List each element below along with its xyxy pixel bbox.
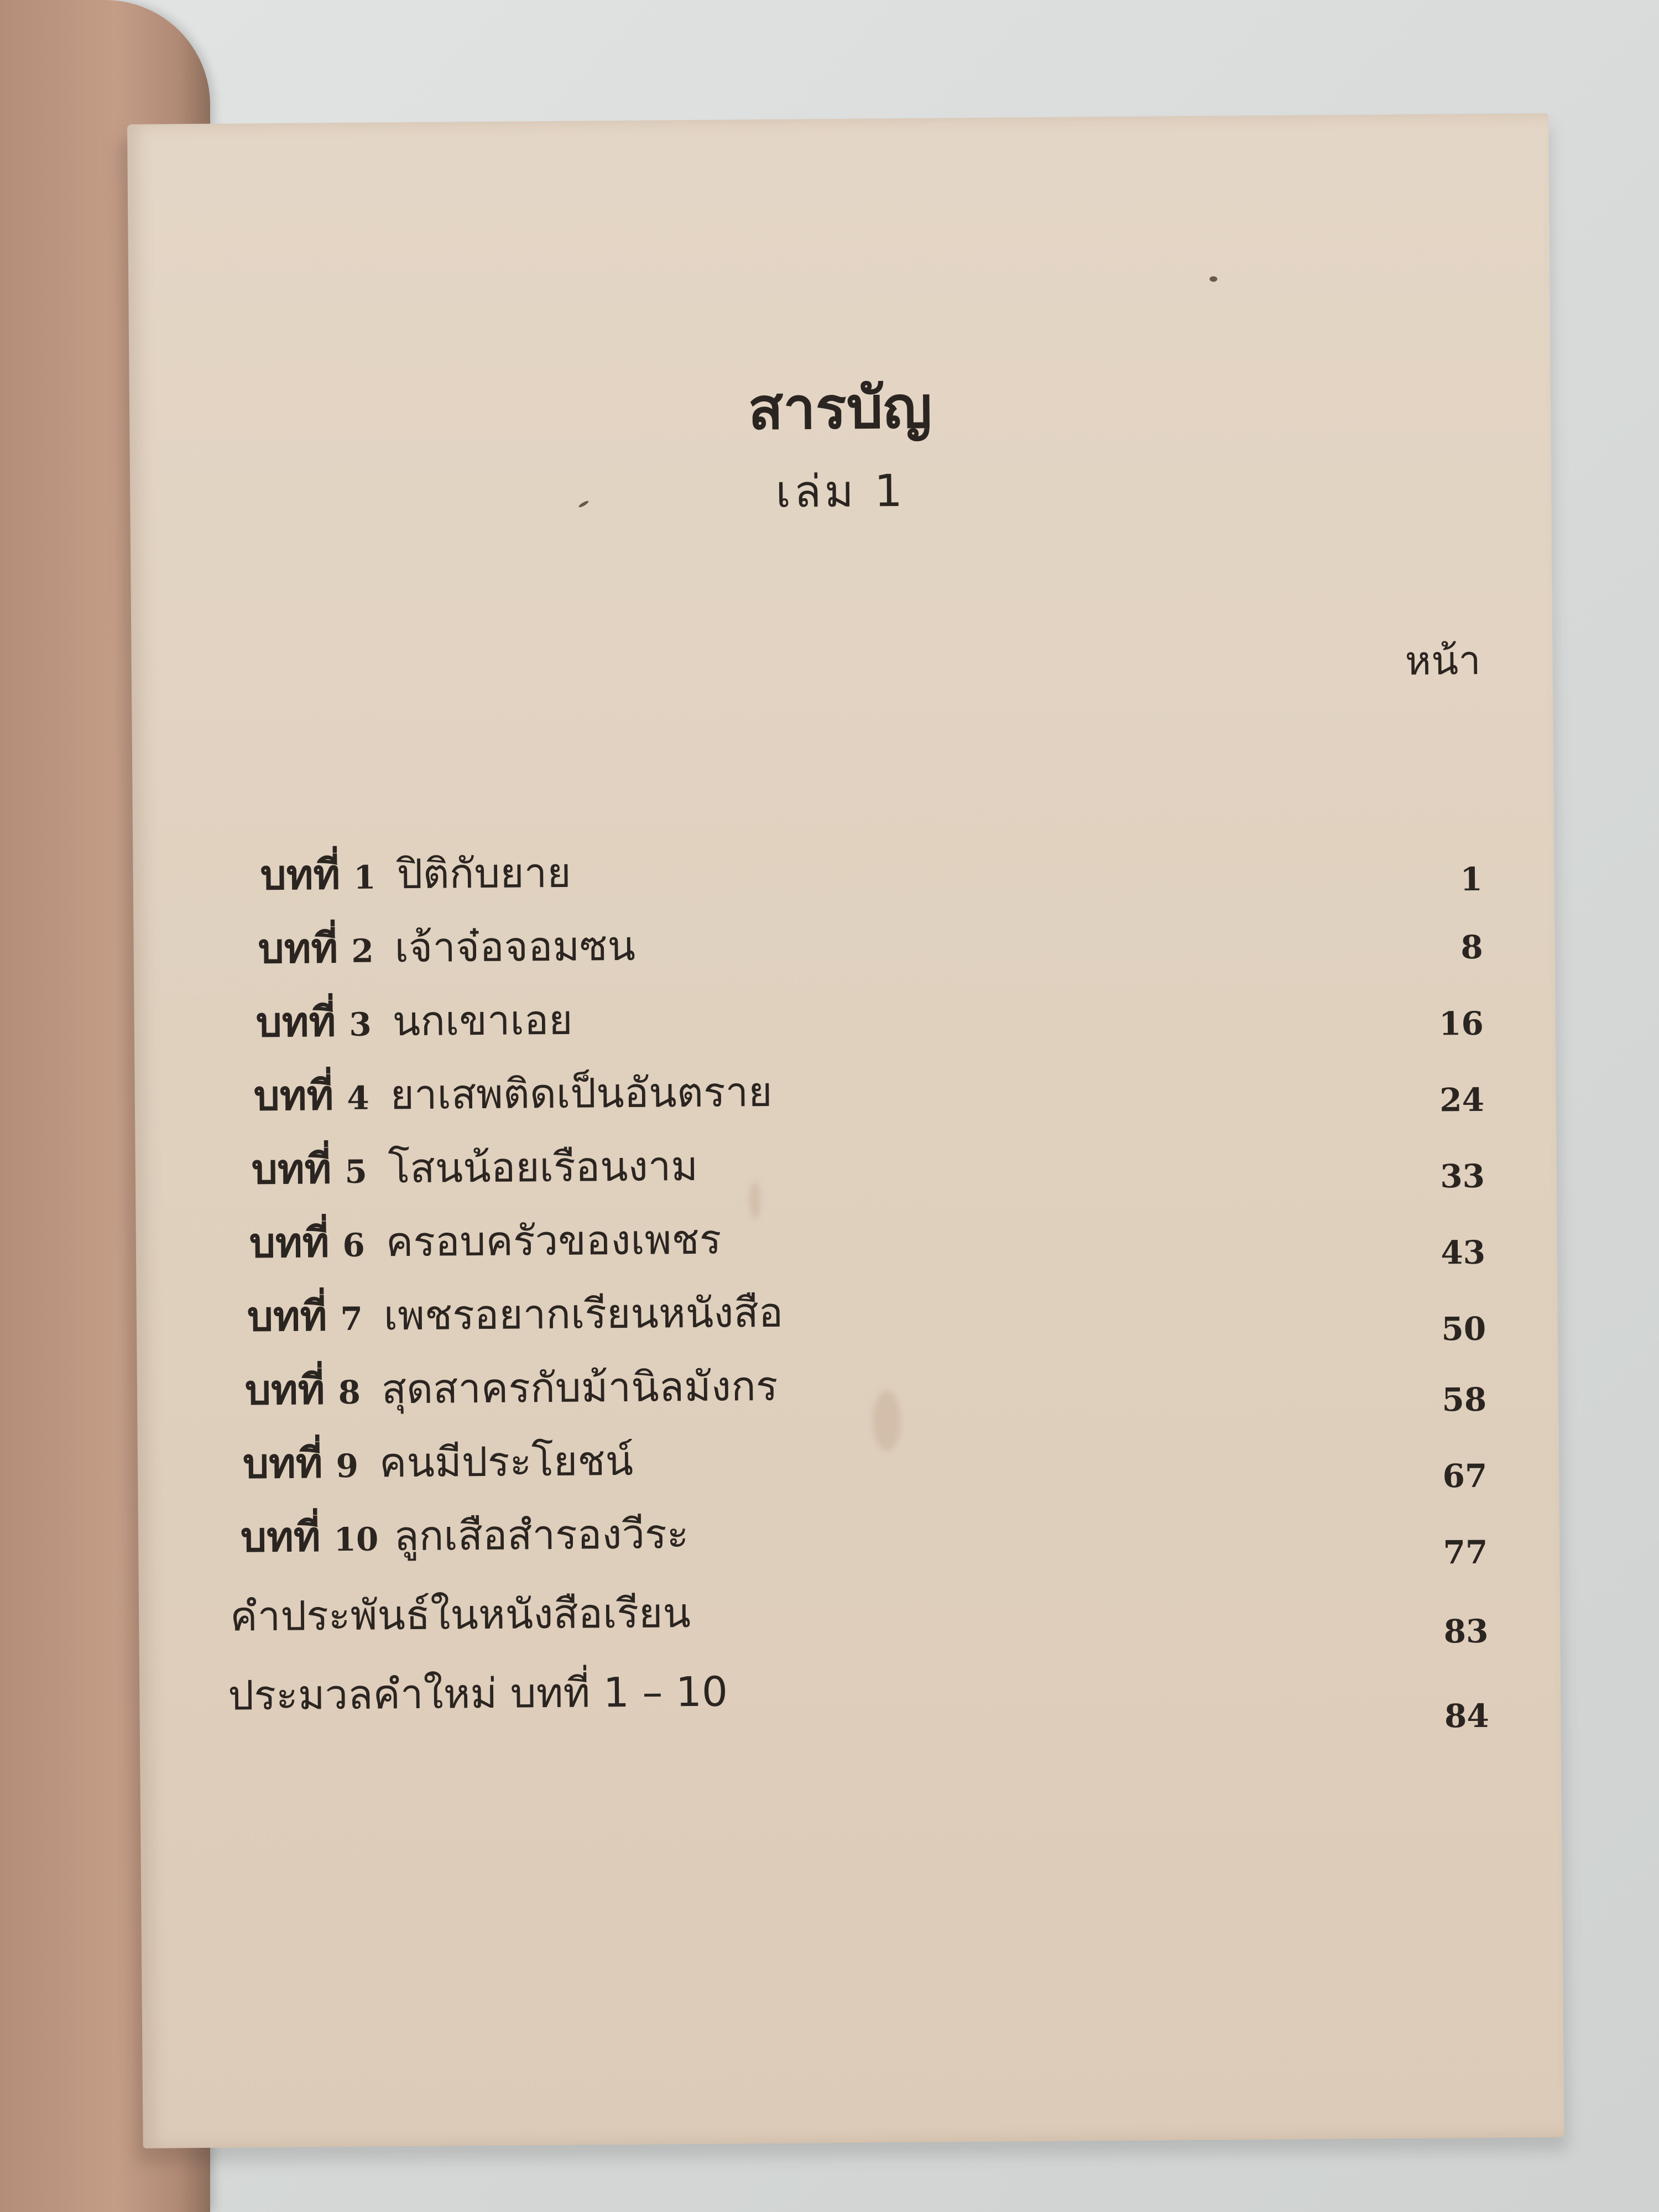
chapter-word: บทที่ bbox=[255, 998, 336, 1047]
chapter-number: 7 bbox=[340, 1300, 363, 1338]
chapter-title: ปิติกับยาย bbox=[397, 849, 571, 899]
toc-entry bbox=[135, 1200, 1557, 1283]
chapter-word: บทที่ bbox=[247, 1292, 327, 1341]
chapter-number: 1 bbox=[353, 858, 376, 896]
chapter-title: นกเขาเอย bbox=[392, 996, 573, 1046]
toc-entry bbox=[133, 832, 1554, 915]
entry-page-number: 33 bbox=[1440, 1157, 1485, 1196]
toc-title: สารบัญ bbox=[748, 373, 932, 443]
chapter-number: 9 bbox=[336, 1447, 359, 1485]
toc-entry bbox=[138, 1494, 1560, 1577]
chapter-word: บทที่ bbox=[242, 1439, 323, 1488]
chapter-word: บทที่ bbox=[253, 1072, 334, 1120]
toc-entry bbox=[138, 1421, 1559, 1504]
chapter-word: บทที่ bbox=[251, 1145, 332, 1194]
entry-page-number: 77 bbox=[1443, 1533, 1488, 1572]
paper-stain bbox=[749, 1181, 761, 1220]
chapter-word: บทที่ bbox=[258, 925, 338, 973]
chapter-title: ลูกเสือสำรองวีระ bbox=[393, 1510, 689, 1561]
entry-page-number: 50 bbox=[1441, 1310, 1486, 1348]
entry-page-number: 67 bbox=[1442, 1457, 1488, 1495]
chapter-word: บทที่ bbox=[240, 1513, 321, 1562]
toc-entry bbox=[135, 1126, 1557, 1209]
chapter-number: 10 bbox=[333, 1520, 379, 1559]
chapter-word: บทที่ bbox=[260, 851, 341, 900]
page-column-header: หน้า bbox=[1405, 637, 1481, 684]
chapter-number: 4 bbox=[347, 1079, 369, 1117]
chapter-title: เพชรอยากเรียนหนังสือ bbox=[383, 1288, 784, 1340]
toc-entry bbox=[136, 1274, 1558, 1357]
chapter-title: ยาเสพติดเป็นอันตราย bbox=[390, 1068, 773, 1119]
chapter-title: คนมีประโยชน์ bbox=[379, 1437, 634, 1487]
chapter-number: 5 bbox=[345, 1152, 368, 1191]
extra-entry-label: ประมวลคำใหม่ บทที่ 1 – 10 bbox=[227, 1668, 728, 1720]
toc-extra-entry bbox=[139, 1652, 1561, 1735]
chapter-word: บทที่ bbox=[249, 1219, 330, 1267]
chapter-title: โสนน้อยเรือนงาม bbox=[388, 1142, 698, 1193]
chapter-number: 2 bbox=[351, 932, 374, 970]
entry-page-number: 84 bbox=[1444, 1697, 1489, 1735]
entry-page-number: 8 bbox=[1460, 928, 1484, 967]
paper-stain bbox=[873, 1390, 901, 1451]
entry-page-number: 83 bbox=[1443, 1612, 1489, 1651]
entry-page-number: 58 bbox=[1442, 1380, 1487, 1419]
book-page bbox=[127, 113, 1564, 2148]
entry-page-number: 16 bbox=[1438, 1004, 1484, 1043]
toc-entry bbox=[137, 1347, 1559, 1430]
chapter-title: สุดสาครกับม้านิลมังกร bbox=[381, 1362, 778, 1413]
entry-page-number: 43 bbox=[1441, 1233, 1486, 1272]
toc-volume-label: เล่ม 1 bbox=[775, 465, 906, 518]
toc-entry bbox=[133, 906, 1555, 989]
entry-page-number: 1 bbox=[1460, 860, 1483, 899]
chapter-title: ครอบครัวของเพชร bbox=[385, 1215, 722, 1266]
extra-entry-label: คำประพันธ์ในหนังสือเรียน bbox=[229, 1589, 691, 1641]
chapter-number: 3 bbox=[349, 1005, 372, 1044]
toc-entry bbox=[134, 1053, 1556, 1136]
toc-entry bbox=[134, 979, 1556, 1062]
paper-speck bbox=[1209, 276, 1217, 282]
chapter-number: 8 bbox=[338, 1373, 361, 1412]
entry-page-number: 24 bbox=[1439, 1081, 1485, 1119]
chapter-number: 6 bbox=[342, 1226, 366, 1265]
toc-extra-entry bbox=[139, 1573, 1561, 1656]
chapter-title: เจ้าจ๋อจอมซน bbox=[394, 922, 636, 972]
chapter-word: บทที่ bbox=[244, 1366, 325, 1415]
